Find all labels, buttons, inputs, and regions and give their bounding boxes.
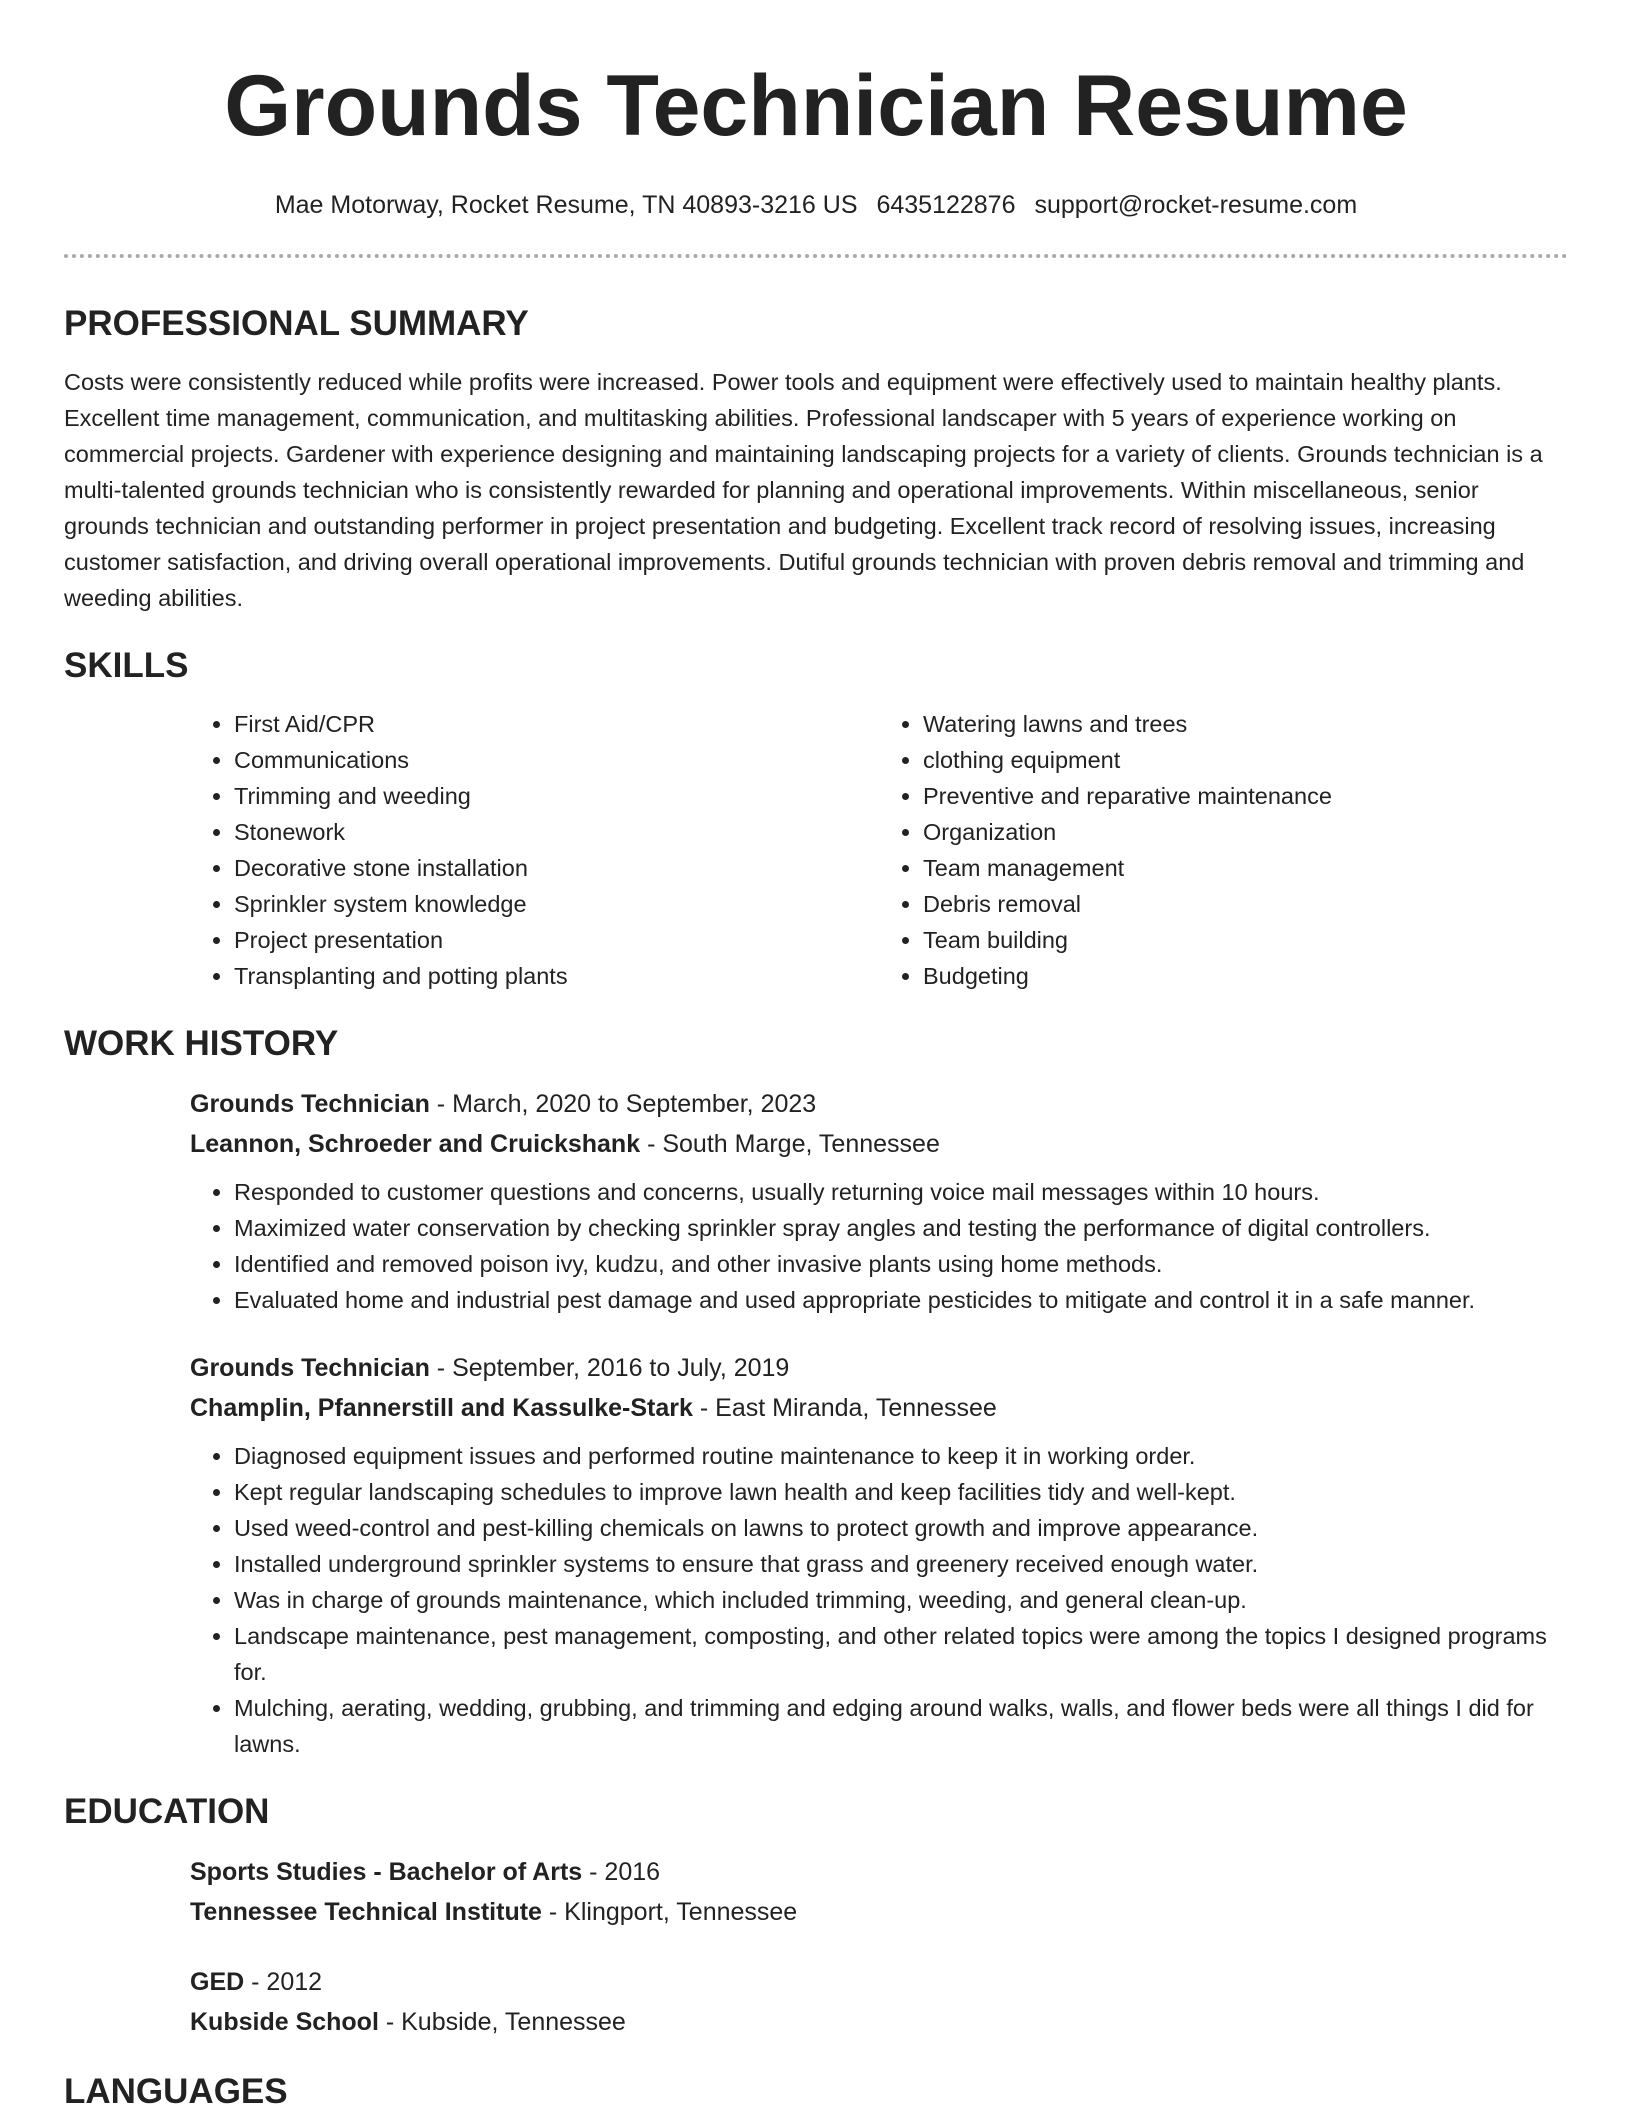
skill-item: • Preventive and reparative maintenance	[923, 778, 1568, 814]
resume-page	[64, 0, 1568, 2112]
education-school: Tennessee Technical Institute	[190, 1898, 542, 1926]
skill-item: • Communications	[234, 742, 879, 778]
contact-email: support@rocket-resume.com	[1034, 191, 1358, 219]
job-location: - South Marge, Tennessee	[647, 1130, 940, 1158]
education-degree: Sports Studies - Bachelor of Arts	[190, 1858, 583, 1886]
job-bullet: • Kept regular landscaping schedules to improve lawn health and keep facilities tidy and well-kept.	[234, 1474, 1568, 1510]
skill-item: • Decorative stone installation	[234, 850, 879, 886]
contact-phone: 6435122876	[876, 191, 1016, 219]
education-school-line	[190, 1892, 1568, 1932]
job-dates: - March, 2020 to September, 2023	[436, 1090, 817, 1118]
education-entry	[190, 1852, 1568, 1932]
header-divider	[64, 254, 1568, 258]
skill-item: • Watering lawns and trees	[923, 706, 1568, 742]
skills-column-left	[190, 706, 879, 994]
skill-item: • clothing equipment	[923, 742, 1568, 778]
job-bullet: • Evaluated home and industrial pest damage and used appropriate pesticides to mitigate and control it in a safe manner.	[234, 1282, 1568, 1318]
education-degree-line	[190, 1962, 1568, 2002]
contact-line	[64, 190, 1568, 220]
job-bullet: • Installed underground sprinkler systems to ensure that grass and greenery received enough water.	[234, 1546, 1568, 1582]
education-location: - Klingport, Tennessee	[548, 1898, 798, 1926]
page-title: Grounds Technician Resume	[224, 58, 1408, 154]
skill-item: • Budgeting	[923, 958, 1568, 994]
skills-heading: SKILLS	[64, 646, 189, 685]
job-bullet: • Maximized water conservation by checking sprinkler spray angles and testing the performance of digital controllers.	[234, 1210, 1568, 1246]
summary-heading: PROFESSIONAL SUMMARY	[64, 304, 529, 343]
job-location: - East Miranda, Tennessee	[699, 1394, 997, 1422]
education-year: - 2016	[589, 1858, 661, 1886]
education-location: - Kubside, Tennessee	[385, 2008, 626, 2036]
job-bullets	[190, 1174, 1568, 1318]
skill-item: • Sprinkler system knowledge	[234, 886, 879, 922]
job-bullet: • Responded to customer questions and concerns, usually returning voice mail messages within 10 hours.	[234, 1174, 1568, 1210]
job-entry	[190, 1348, 1568, 1762]
skill-item: • First Aid/CPR	[234, 706, 879, 742]
skill-item: • Transplanting and potting plants	[234, 958, 879, 994]
job-title: Grounds Technician	[190, 1090, 430, 1118]
skill-item: • Team building	[923, 922, 1568, 958]
job-company: Leannon, Schroeder and Cruickshank	[190, 1130, 641, 1158]
education-year: - 2012	[251, 1968, 323, 1996]
skill-item: • Stonework	[234, 814, 879, 850]
job-company: Champlin, Pfannerstill and Kassulke-Stark	[190, 1394, 693, 1422]
job-title-line	[190, 1348, 1568, 1388]
contact-address: Mae Motorway, Rocket Resume, TN 40893-3216 US	[274, 191, 858, 219]
education-entry	[190, 1962, 1568, 2042]
skill-item: • Organization	[923, 814, 1568, 850]
job-bullet: • Was in charge of grounds maintenance, which included trimming, weeding, and general clean-up.	[234, 1582, 1568, 1618]
job-entry	[190, 1084, 1568, 1318]
job-title-line	[190, 1084, 1568, 1124]
job-bullet: • Used weed-control and pest-killing chemicals on lawns to protect growth and improve appearance.	[234, 1510, 1568, 1546]
education-heading: EDUCATION	[64, 1792, 270, 1831]
skill-item: • Trimming and weeding	[234, 778, 879, 814]
job-company-line	[190, 1124, 1568, 1164]
job-bullet: • Landscape maintenance, pest management, composting, and other related topics were among the topics I designed programs for.	[234, 1618, 1568, 1690]
job-bullet: • Identified and removed poison ivy, kudzu, and other invasive plants using home methods.	[234, 1246, 1568, 1282]
work-heading: WORK HISTORY	[64, 1024, 339, 1063]
skill-item: • Debris removal	[923, 886, 1568, 922]
skill-item: • Team management	[923, 850, 1568, 886]
education-degree-line	[190, 1852, 1568, 1892]
job-company-line	[190, 1388, 1568, 1428]
languages-heading: LANGUAGES	[64, 2072, 288, 2111]
job-bullet: • Diagnosed equipment issues and performed routine maintenance to keep it in working order.	[234, 1438, 1568, 1474]
job-title: Grounds Technician	[190, 1354, 430, 1382]
education-school: Kubside School	[190, 2008, 379, 2036]
skills-column-right	[879, 706, 1568, 994]
summary-text: Costs were consistently reduced while profits were increased. Power tools and equipment were effectively used to maintain healthy plants. Excellent time management, communication, and multitasking abilities. Professional landscaper with 5 years of experience working on commercial projects. Gardener with experience designing and maintaining landscaping projects for a variety of clients. Grounds technician is a multi-talented grounds technician who is consistently rewarded for planning and operational improvements. Within miscellaneous, senior grounds technician and outstanding performer in project presentation and budgeting. Excellent track record of resolving issues, increasing customer satisfaction, and driving overall operational improvements. Dutiful grounds technician with proven debris removal and trimming and weeding abilities.	[64, 369, 1543, 611]
skill-item: • Project presentation	[234, 922, 879, 958]
education-school-line	[190, 2002, 1568, 2042]
education-degree: GED	[190, 1968, 245, 1996]
skills-list	[190, 706, 1568, 994]
job-dates: - September, 2016 to July, 2019	[436, 1354, 790, 1382]
job-bullet: • Mulching, aerating, wedding, grubbing, and trimming and edging around walks, walls, and flower beds were all things I did for lawns.	[234, 1690, 1568, 1762]
job-bullets	[190, 1438, 1568, 1762]
